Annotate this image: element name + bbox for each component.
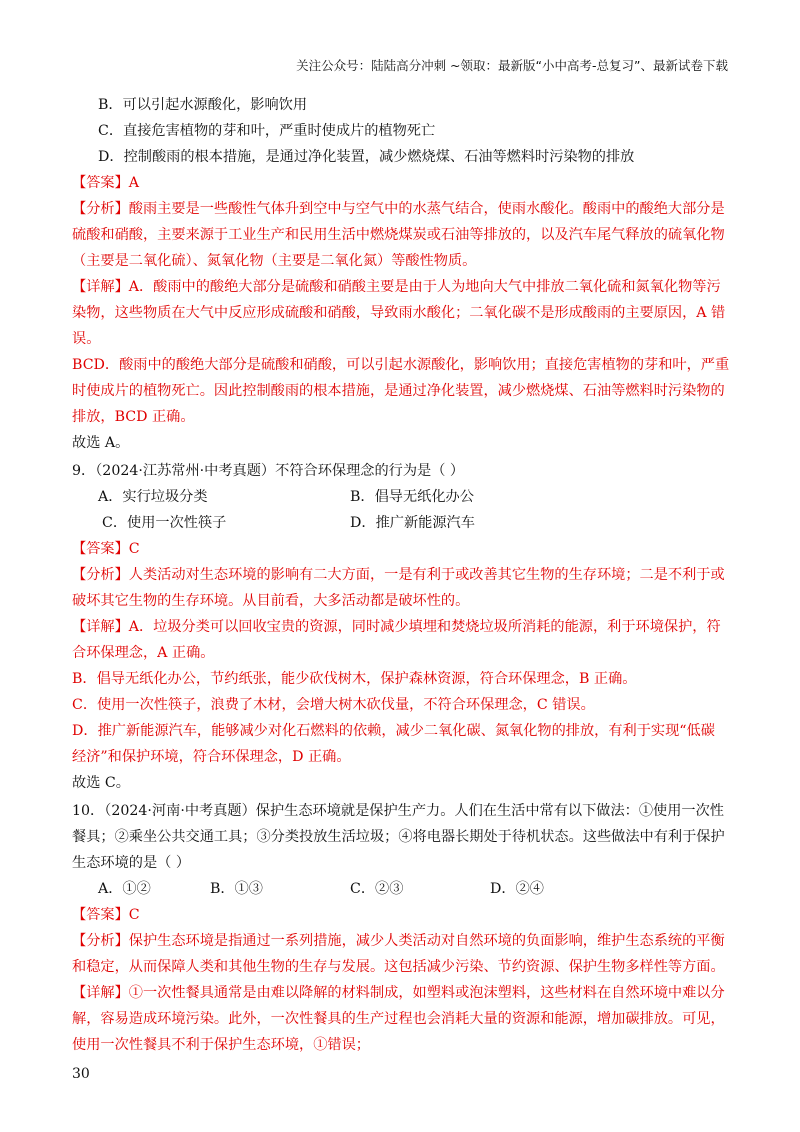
page-content (72, 92, 732, 1058)
detail-line: 时使成片的植物死亡。因此控制酸雨的根本措施，是通过净化装置，减少燃烧煤、石油等燃料时污染物的 (72, 383, 725, 399)
analysis-line: 硫酸和硝酸，主要来源于工业生产和民用生活中燃烧煤炭或石油等排放的，以及汽车尾气释放的硫氧化物 (72, 227, 725, 243)
option-c: C．直接危害植物的芽和叶，严重时使成片的植物死亡 (98, 123, 436, 139)
detail-line: 排放，BCD 正确。 (72, 409, 195, 425)
options-row (72, 510, 732, 536)
option-d: D．推广新能源汽车 (350, 515, 475, 531)
option-c: C．使用一次性筷子 (102, 515, 227, 531)
question-10-stem: 餐具；②乘坐公共交通工具；③分类投放生活垃圾；④将电器长期处于待机状态。这些做法中有利于保护 (72, 829, 725, 845)
conclusion: 故选 C。 (72, 775, 130, 791)
options-row (72, 484, 732, 510)
option-b: B．①③ (210, 881, 263, 897)
option-b: B．倡导无纸化办公 (350, 489, 474, 505)
stem-suffix: 环保理念的行为是（ ） (317, 463, 465, 479)
answer: 【答案】A (72, 175, 139, 191)
detail-line: C．使用一次性筷子，浪费了木材，会增大树木砍伐量，不符合环保理念，C 错误。 (72, 697, 595, 713)
option-d: D．②④ (490, 881, 544, 897)
emphasis-text: • • • 不符合 (275, 463, 318, 479)
detail-line: 经济”和保护环境，符合环保理念，D 正确。 (72, 749, 351, 765)
analysis-line: 【分析】保护生态环境是指通过一系列措施，减少人类活动对自然环境的负面影响，维护生态系统的平衡 (72, 933, 725, 949)
options-row (72, 876, 732, 902)
option-d: D．控制酸雨的根本措施，是通过净化装置，减少燃烧煤、石油等燃料时污染物的排放 (98, 149, 635, 165)
answer: 【答案】C (72, 907, 140, 923)
option-a: A．实行垃圾分类 (98, 489, 208, 505)
answer: 【答案】C (72, 541, 140, 557)
question-10-stem: 10．（2024·河南·中考真题）保护生态环境就是保护生产力。人们在生活中常有以下做法：①使用一次性 (72, 803, 724, 819)
page-header: 关注公众号：陆陆高分冲刺 ~领取：最新版“小中高考-总复习”、最新试卷下载 (296, 58, 728, 73)
detail-line: 【详解】①一次性餐具通常是由难以降解的材料制成，如塑料或泡沫塑料，这些材料在自然环境中难以分 (72, 985, 725, 1001)
option-a: A．①② (98, 881, 151, 897)
analysis-line: 【分析】酸雨主要是一些酸性气体升到空中与空气中的水蒸气结合，使雨水酸化。酸雨中的酸绝大部分是 (72, 201, 725, 217)
detail-line: 【详解】A．酸雨中的酸绝大部分是硫酸和硝酸主要是由于人为地向大气中排放二氧化硫和氮氧化物等污 (72, 279, 721, 295)
detail-line: 【详解】A．垃圾分类可以回收宝贵的资源，同时减少填埋和焚烧垃圾所消耗的能源，利于环境保护，符 (72, 619, 721, 635)
detail-line: 解，容易造成环境污染。此外，一次性餐具的生产过程也会消耗大量的资源和能源，增加碳排放。可见， (72, 1011, 725, 1027)
detail-line: 使用一次性餐具不利于保护生态环境，①错误； (72, 1037, 370, 1053)
option-c: C．②③ (350, 881, 404, 897)
conclusion: 故选 A。 (72, 435, 130, 451)
detail-line: D．推广新能源汽车，能够减少对化石燃料的依赖，减少二氧化碳、氮氧化物的排放，有利于实现“低碳 (72, 723, 715, 739)
detail-line: BCD．酸雨中的酸绝大部分是硫酸和硝酸，可以引起水源酸化，影响饮用；直接危害植物的芽和叶，严重 (72, 357, 730, 373)
option-b: B．可以引起水源酸化，影响饮用 (98, 97, 308, 113)
detail-line: 染物，这些物质在大气中反应形成硫酸和硝酸，导致雨水酸化；二氧化碳不是形成酸雨的主要原因，A 错 (72, 305, 726, 321)
detail-line: 误。 (72, 331, 101, 347)
analysis-line: （主要是二氧化硫）、氮氧化物（主要是二氧化氮）等酸性物质。 (72, 253, 477, 269)
question-9-stem (72, 458, 732, 484)
analysis-line: 破坏其它生物的生存环境。从目前看，大多活动都是破坏性的。 (72, 593, 470, 609)
page-number: 30 (72, 1066, 90, 1082)
stem-prefix: 9．（2024·江苏常州·中考真题） (72, 463, 276, 479)
detail-line: 合环保理念，A 正确。 (72, 645, 215, 661)
detail-line: B．倡导无纸化办公，节约纸张，能少砍伐树木，保护森林资源，符合环保理念，B 正确。 (72, 671, 637, 687)
analysis-line: 【分析】人类活动对生态环境的影响有二大方面，一是有利于或改善其它生物的生存环境；二是不利于或 (72, 567, 725, 583)
analysis-line: 和稳定，从而保障人类和其他生物的生存与发展。这包括减少污染、节约资源、保护生物多样性等方面。 (72, 959, 725, 975)
question-10-stem: 生态环境的是（ ） (72, 855, 191, 871)
